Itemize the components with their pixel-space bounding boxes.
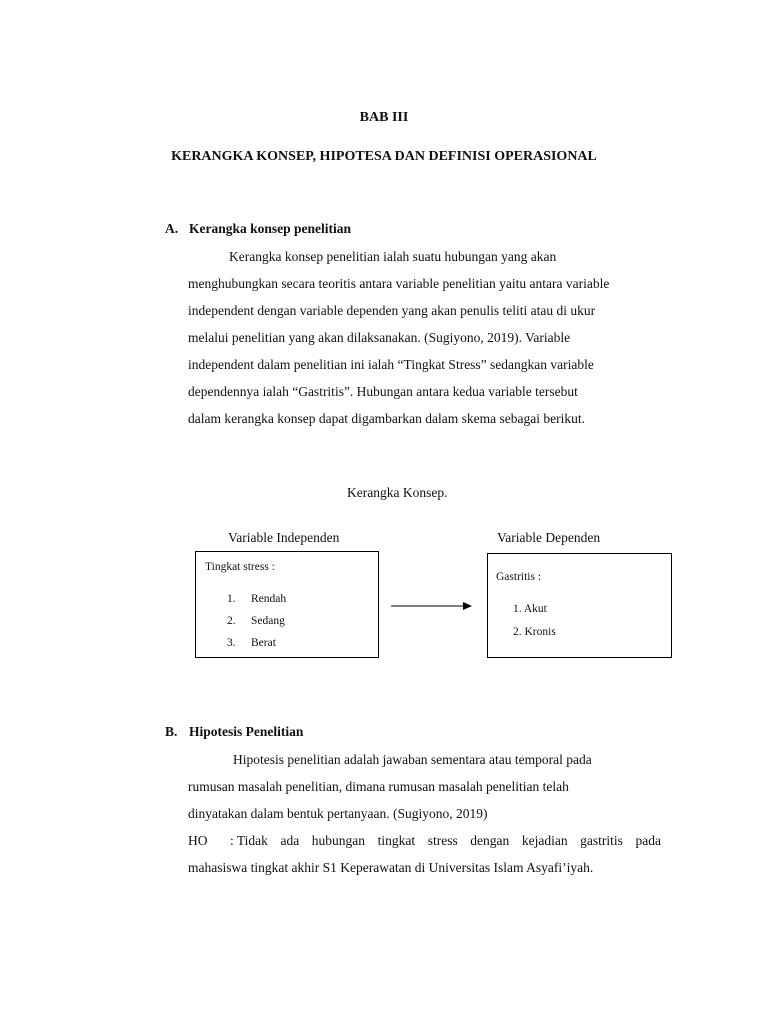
section-a-heading: Kerangka konsep penelitian: [189, 221, 352, 236]
dependent-box: [487, 553, 672, 658]
section-a-marker: A.: [165, 221, 179, 236]
section-a-line: dalam kerangka konsep dapat digambarkan dalam skema sebagai berikut.: [188, 411, 585, 426]
list-item-text: Sedang: [251, 615, 285, 627]
ho-word: tingkat: [377, 833, 416, 848]
ho-statement-line2: mahasiswa tingkat akhir S1 Keperawatan di Universitas Islam Asyafi’iyah.: [188, 860, 594, 875]
ho-statement: [230, 833, 661, 849]
list-item-number: 2.: [227, 615, 236, 627]
section-b-marker: B.: [165, 724, 178, 739]
list-item-number: 1.: [227, 593, 236, 605]
ho-word: stress: [427, 833, 458, 848]
dependent-box-title: Gastritis :: [496, 571, 542, 583]
section-a-line: Kerangka konsep penelitian ialah suatu hubungan yang akan: [229, 249, 557, 264]
section-b-heading: Hipotesis Penelitian: [189, 724, 304, 739]
list-item: 2. Kronis: [513, 626, 556, 638]
ho-word: kejadian: [521, 833, 568, 848]
ho-word: gastritis: [580, 833, 623, 848]
list-item-text: Berat: [251, 637, 276, 649]
independent-label: Variable Independen: [228, 530, 340, 545]
section-a-line: melalui penelitian yang akan dilaksanakan. (Sugiyono, 2019). Variable: [188, 330, 571, 345]
chapter-label: BAB III: [359, 110, 409, 125]
diagram-caption: Kerangka Konsep.: [347, 485, 448, 500]
list-item: [227, 637, 276, 649]
section-a-line: independent dalam penelitian ini ialah “Tingkat Stress” sedangkan variable: [188, 357, 594, 372]
dependent-label: Variable Dependen: [497, 530, 601, 545]
list-item: [227, 593, 286, 605]
ho-word: : Tidak: [230, 833, 268, 848]
ho-word: dengan: [470, 833, 510, 848]
independent-box: [195, 551, 379, 658]
list-item-number: 3.: [227, 637, 236, 649]
ho-word: ada: [280, 833, 300, 848]
ho-word: pada: [635, 833, 661, 848]
section-a-line: independent dengan variable dependen yang akan penulis teliti atau di ukur: [188, 303, 596, 318]
chapter-title: KERANGKA KONSEP, HIPOTESA DAN DEFINISI OPERASIONAL: [171, 149, 597, 164]
list-item: 1. Akut: [513, 603, 547, 615]
list-item-text: Rendah: [251, 593, 287, 605]
list-item: [227, 615, 285, 627]
ho-word: hubungan: [311, 833, 366, 848]
ho-label: HO: [188, 833, 208, 848]
relationship-arrow: [391, 596, 473, 616]
section-b-line: rumusan masalah penelitian, dimana rumusan masalah penelitian telah: [188, 779, 569, 794]
section-a-line: menghubungkan secara teoritis antara variable penelitian yaitu antara variable: [188, 276, 610, 291]
section-b-line: Hipotesis penelitian adalah jawaban sementara atau temporal pada: [233, 752, 592, 767]
section-a-line: dependennya ialah “Gastritis”. Hubungan antara kedua variable tersebut: [188, 384, 578, 399]
section-b-line: dinyatakan dalam bentuk pertanyaan. (Sugiyono, 2019): [188, 806, 488, 821]
independent-box-title: Tingkat stress :: [205, 561, 275, 573]
